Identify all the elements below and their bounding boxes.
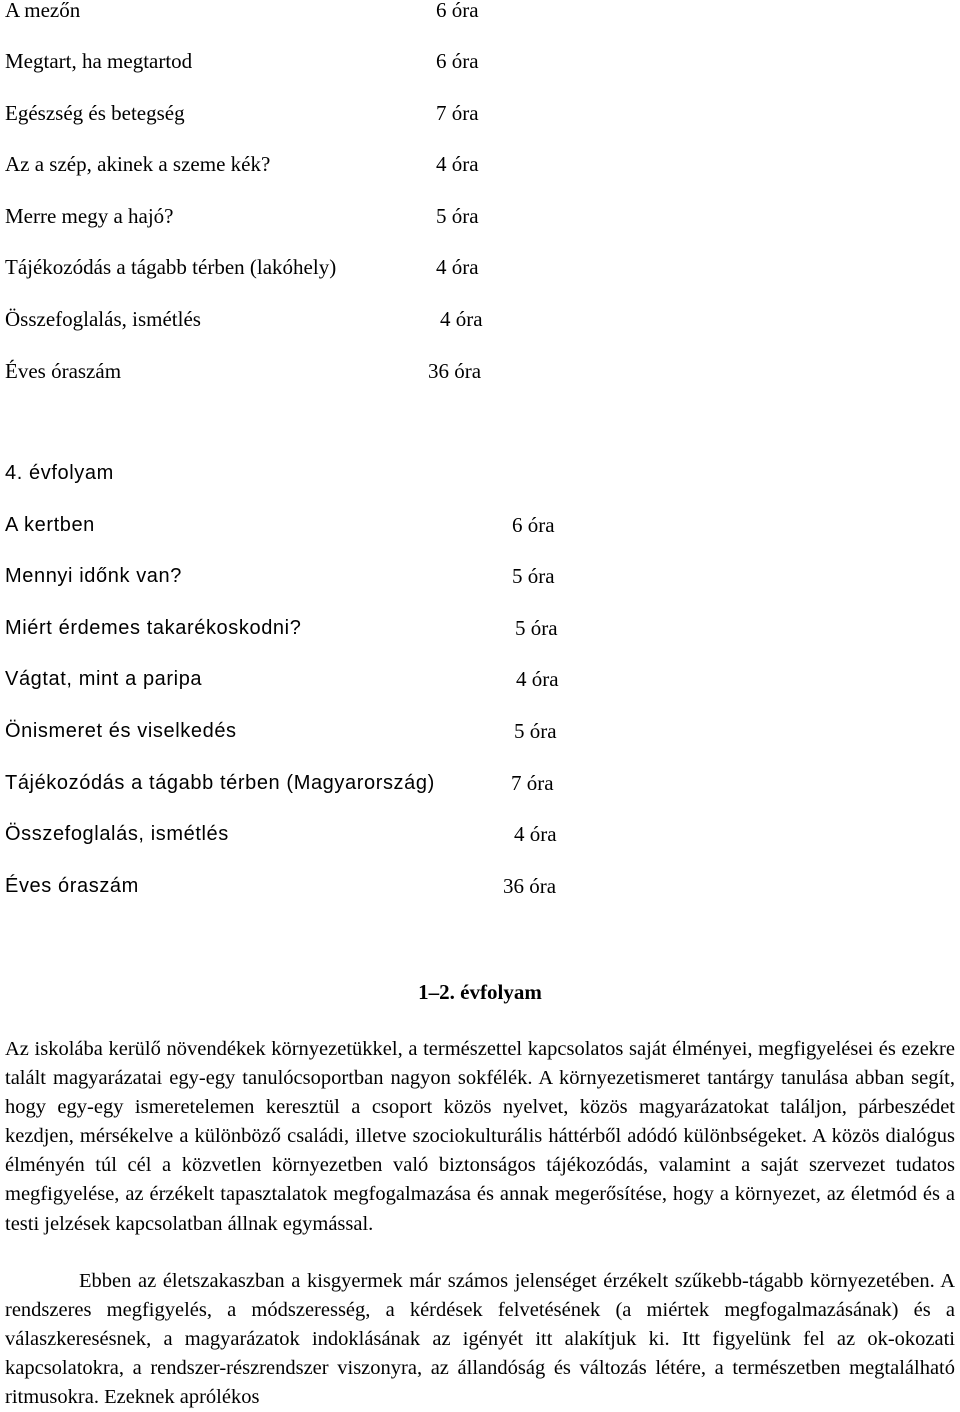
topic-label: Az a szép, akinek a szeme kék? [5, 152, 271, 176]
topic-label: Vágtat, mint a paripa [5, 668, 203, 690]
hours-value: 36 óra [428, 359, 482, 383]
hours-value: 5 óra [512, 564, 555, 588]
hours-value: 4 óra [436, 152, 479, 176]
hours-value: 4 óra [440, 307, 483, 331]
hours-value: 4 óra [516, 667, 559, 691]
hours-value: 6 óra [512, 513, 555, 537]
topic-label: Önismeret és viselkedés [5, 720, 237, 742]
hours-value: 5 óra [436, 204, 479, 228]
topic-label: A kertben [5, 514, 95, 536]
hours-value: 4 óra [436, 255, 479, 279]
body-paragraph: Az iskolába kerülő növendékek környezetükkel, a természettel kapcsolatos saját élményei, megfigyelései és ezekre talált magyarázatai egy-egy tanulócsoportban nagyon sokfélék. A környezetismeret tantárgy tanulása abban segít, hogy egy-egy ismeretelemen keresztül a csoport közös nyelvet, közös magyarázatokat találjon, párbeszédet kezdjen, mérsékelve a különböző családi, illetve szociokulturális háttérből adódó különbségeket. A közös dialógus élményén túl cél a közvetlen környezetben való biztonságos tájékozódás, valamint a saját szervezet tudatos megfigyelése, az érzékelt tapasztalatok megfogalmazása és annak megerősítése, hogy a környezet, az életmód és a testi jelzések kapcsolatban állnak egymással. [5, 1038, 955, 1235]
topic-label: Merre megy a hajó? [5, 204, 174, 228]
hours-value: 7 óra [436, 101, 479, 125]
section-title: 1–2. évfolyam [418, 980, 542, 1004]
topic-label: Éves óraszám [5, 875, 139, 897]
hours-value: 36 óra [503, 874, 557, 898]
topic-label: A mezőn [5, 0, 81, 22]
topic-label: Tájékozódás a tágabb térben (lakóhely) [5, 255, 337, 279]
grade-heading: 4. évfolyam [5, 462, 114, 484]
hours-value: 6 óra [436, 49, 479, 73]
hours-value: 6 óra [436, 0, 479, 22]
topic-label: Mennyi időnk van? [5, 565, 182, 587]
topic-label: Tájékozódás a tágabb térben (Magyarország) [5, 772, 435, 794]
hours-value: 7 óra [511, 771, 554, 795]
topic-label: Éves óraszám [5, 359, 122, 383]
topic-label: Összefoglalás, ismétlés [5, 307, 201, 331]
topic-label: Összefoglalás, ismétlés [5, 823, 229, 845]
topic-label: Egészség és betegség [5, 101, 185, 125]
topic-label: Miért érdemes takarékoskodni? [5, 617, 302, 639]
body-paragraph: Ebben az életszakaszban a kisgyermek már számos jelenséget érzékelt szűkebb-tágabb környezetében. A rendszeres megfigyelés, a módszeresség, a kérdések felvetésének (a miértek megfogalmazásának) és a válaszkeresésnek, a magyarázatok indoklásának az igényét itt alakítjuk ki. Itt figyelünk fel az ok-okozati kapcsolatokra, a rendszer-részrendszer viszonyra, az állandóság és változás létére, a természetben megtalálható ritmusokra. Ezeknek aprólékos [5, 1270, 955, 1409]
hours-value: 5 óra [515, 616, 558, 640]
hours-value: 5 óra [514, 719, 557, 743]
hours-value: 4 óra [514, 822, 557, 846]
topic-label: Megtart, ha megtartod [5, 49, 193, 73]
